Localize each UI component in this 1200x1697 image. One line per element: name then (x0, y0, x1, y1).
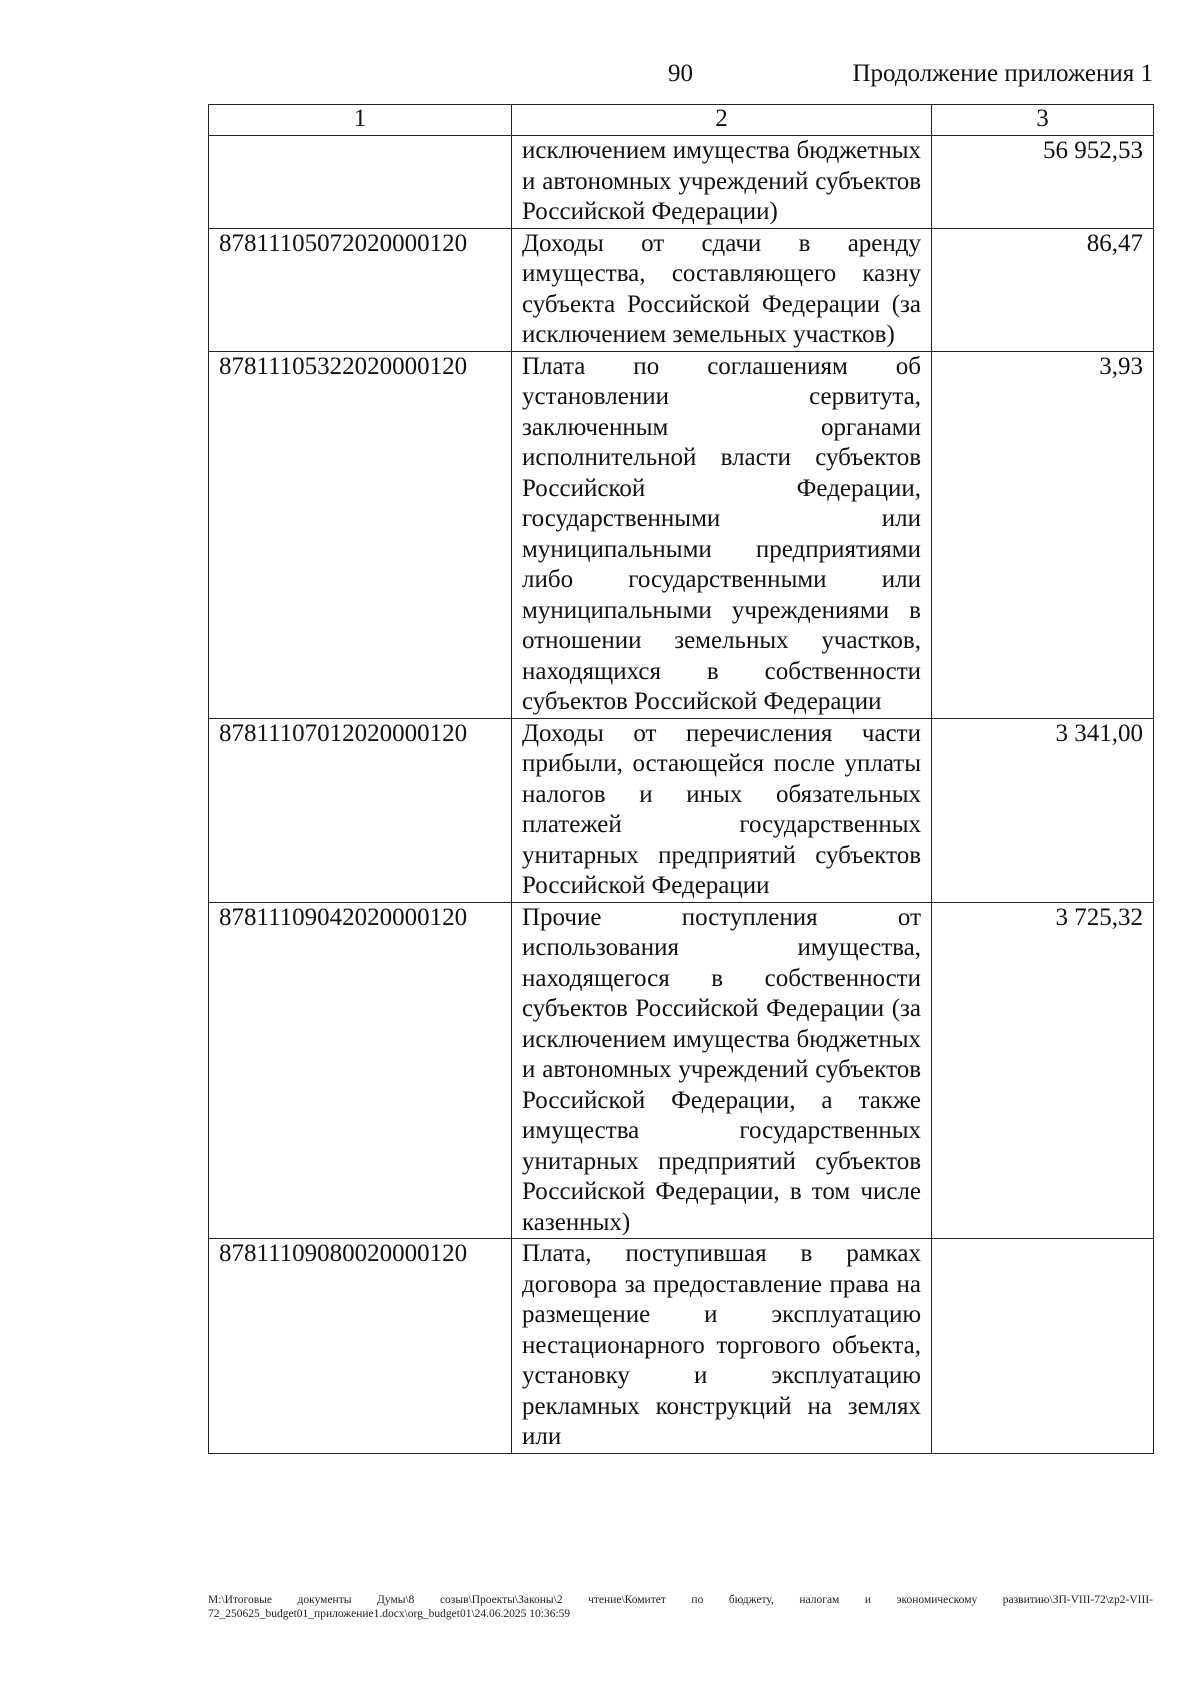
row-amount (932, 1239, 1154, 1454)
row-code: 87811105322020000120 (209, 351, 512, 718)
table-row (209, 136, 1154, 229)
row-amount: 3,93 (932, 351, 1154, 718)
page-number: 90 (668, 60, 693, 87)
row-code: 87811109042020000120 (209, 902, 512, 1239)
row-description: Плата, поступившая в рамках договора за предоставление права на размещение и эксплуатацию нестационарного торгового объекта, установку и эксплуатацию рекламных конструкций на землях или (512, 1239, 932, 1454)
row-code: 87811105072020000120 (209, 228, 512, 351)
footer-file-path: M:\Итоговые документы Думы\8 созыв\Проекты\Законы\2 чтение\Комитет по бюджету, налогам и экономическому развитию\ЗП-VIII-72\zp2-VIII-72_250625_budget01_приложение1.docx\org_budget01\24.06.2025 10:36:59 (208, 1594, 1153, 1620)
row-description: Прочие поступления от использования имущества, находящегося в собственности субъектов Российской Федерации (за исключением имущества бюджетных и автономных учреждений субъектов Российской Федерации, а также имущества государственных унитарных предприятий субъектов Российской Федерации, в том числе казенных) (512, 902, 932, 1239)
row-description: Доходы от перечисления части прибыли, остающейся после уплаты налогов и иных обязательных платежей государственных унитарных предприятий субъектов Российской Федерации (512, 718, 932, 902)
table-row (209, 351, 1154, 718)
table-row (209, 228, 1154, 351)
budget-table (208, 104, 1154, 1454)
row-amount: 86,47 (932, 228, 1154, 351)
row-amount: 3 341,00 (932, 718, 1154, 902)
column-header-1: 1 (209, 105, 512, 136)
column-header-2: 2 (512, 105, 932, 136)
table-row (209, 718, 1154, 902)
row-description: Доходы от сдачи в аренду имущества, составляющего казну субъекта Российской Федерации (за исключением земельных участков) (512, 228, 932, 351)
row-description: Плата по соглашениям об установлении сервитута, заключенным органами исполнительной власти субъектов Российской Федерации, государственными или муниципальными предприятиями либо государственными или муниципальными учреждениями в отношении земельных участков, находящихся в собственности субъектов Российской Федерации (512, 351, 932, 718)
row-description: исключением имущества бюджетных и автономных учреждений субъектов Российской Федерации) (512, 136, 932, 229)
table-row (209, 1239, 1154, 1454)
row-amount: 56 952,53 (932, 136, 1154, 229)
column-header-3: 3 (932, 105, 1154, 136)
row-amount: 3 725,32 (932, 902, 1154, 1239)
row-code: 87811109080020000120 (209, 1239, 512, 1454)
table-header-row (209, 105, 1154, 136)
row-code: 87811107012020000120 (209, 718, 512, 902)
continuation-label: Продолжение приложения 1 (852, 60, 1153, 87)
table-row (209, 902, 1154, 1239)
row-code (209, 136, 512, 229)
